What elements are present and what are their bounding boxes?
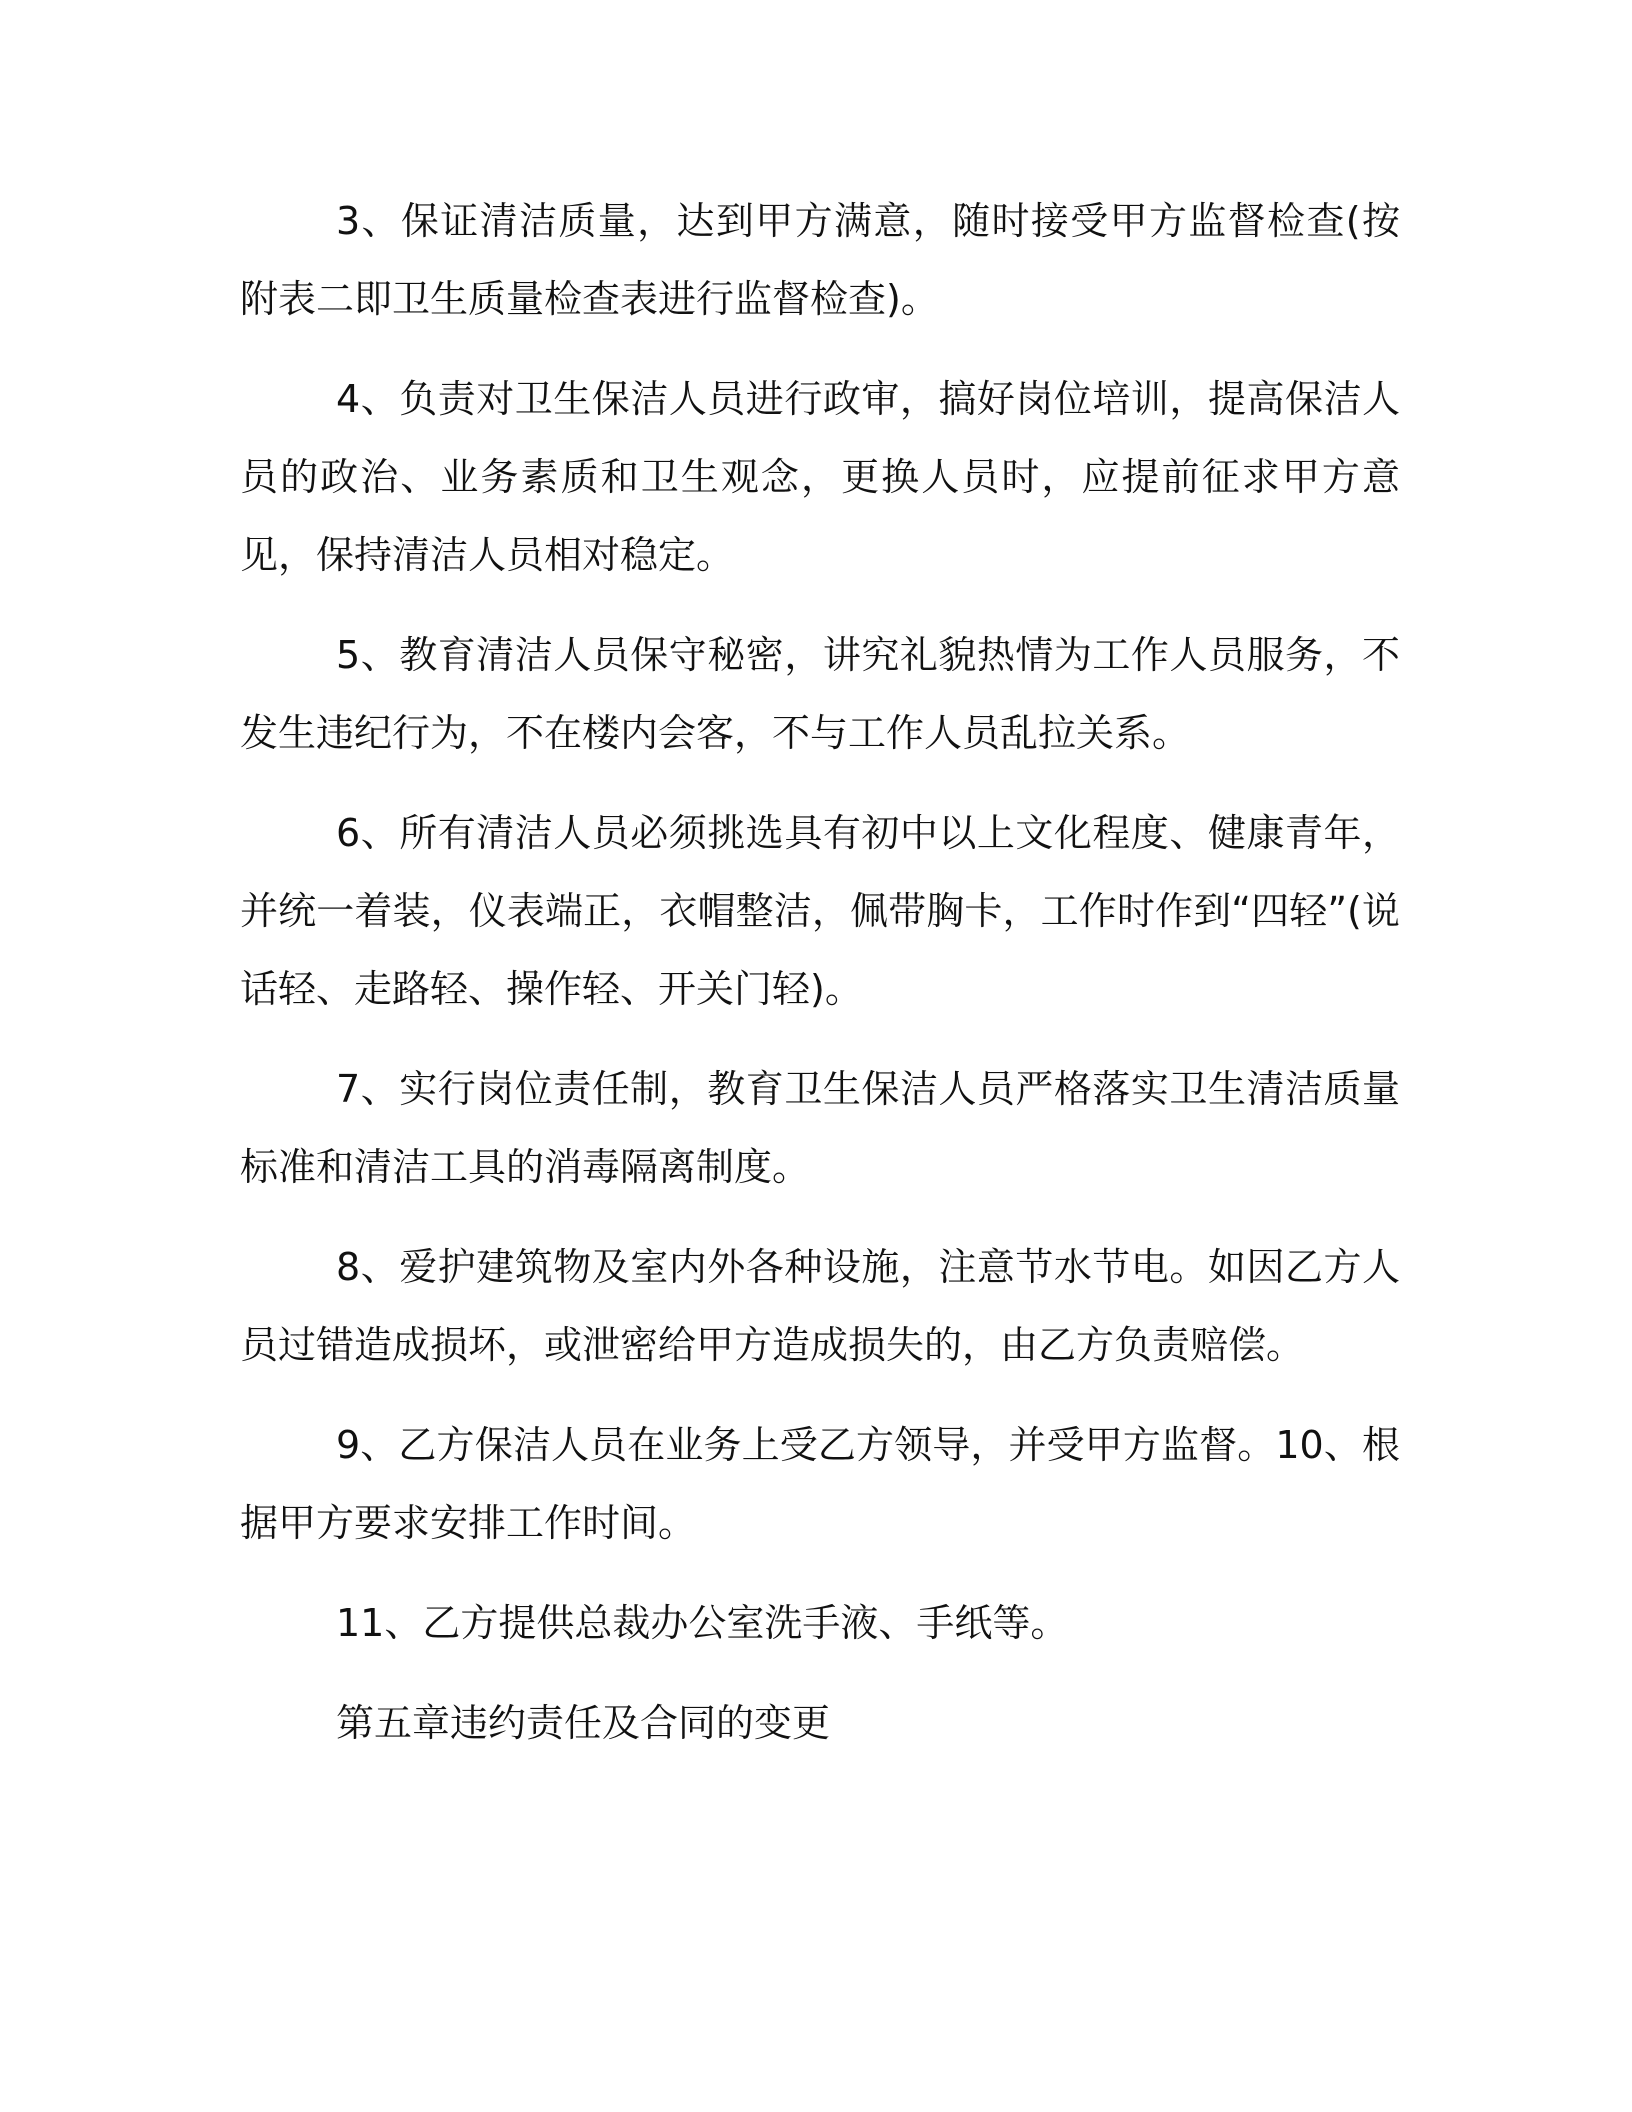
paragraph-4: 4、负责对卫生保洁人员进行政审，搞好岗位培训，提高保洁人员的政治、业务素质和卫生观念，更换人员时，应提前征求甲方意见，保持清洁人员相对稳定。 [240, 377, 1400, 577]
paragraph-11: 11、乙方提供总裁办公室洗手液、手纸等。 [336, 1601, 1069, 1645]
paragraph-7: 7、实行岗位责任制，教育卫生保洁人员严格落实卫生清洁质量标准和清洁工具的消毒隔离制度。 [240, 1067, 1400, 1189]
chapter-heading: 第五章违约责任及合同的变更 [336, 1701, 831, 1745]
paragraph-9: 9、乙方保洁人员在业务上受乙方领导，并受甲方监督。10、根据甲方要求安排工作时间。 [240, 1423, 1400, 1545]
paragraph-3: 3、保证清洁质量，达到甲方满意，随时接受甲方监督检查(按附表二即卫生质量检查表进行监督检查)。 [240, 199, 1400, 321]
paragraph-8: 8、爱护建筑物及室内外各种设施，注意节水节电。如因乙方人员过错造成损坏，或泄密给甲方造成损失的，由乙方负责赔偿。 [240, 1245, 1400, 1367]
paragraph-6: 6、所有清洁人员必须挑选具有初中以上文化程度、健康青年，并统一着装，仪表端正，衣帽整洁，佩带胸卡，工作时作到“四轻”(说话轻、走路轻、操作轻、开关门轻)。 [240, 811, 1400, 1011]
document-body [240, 182, 1400, 1762]
paragraph-5: 5、教育清洁人员保守秘密，讲究礼貌热情为工作人员服务，不发生违纪行为，不在楼内会客，不与工作人员乱拉关系。 [240, 633, 1400, 755]
